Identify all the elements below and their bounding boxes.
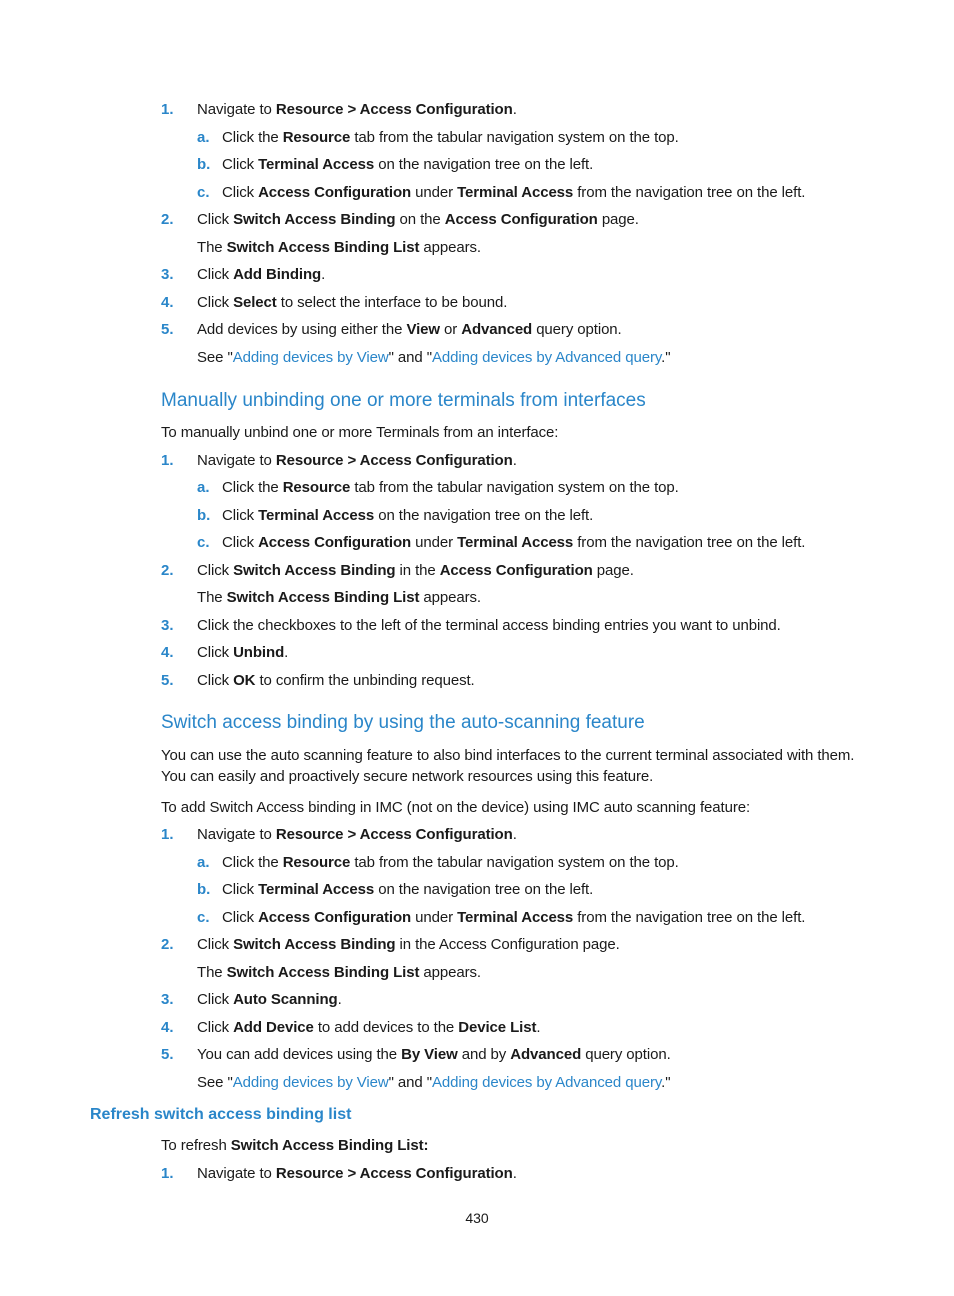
text-run: See " xyxy=(197,1074,233,1091)
step-note xyxy=(197,588,481,608)
text-run: in the Access Configuration page. xyxy=(395,936,620,953)
cross-reference-link[interactable]: Adding devices by Advanced query xyxy=(431,349,662,366)
section-heading-auto-scanning: Switch access binding by using the auto-scanning feature xyxy=(161,712,645,733)
text-run: or xyxy=(439,321,462,338)
substep-letter: b. xyxy=(197,881,211,898)
text-run: tab from the tabular navigation system on the top. xyxy=(350,479,679,496)
text-run: Click the xyxy=(222,854,283,871)
bold-term: Advanced xyxy=(510,1046,582,1063)
list-item xyxy=(0,1018,954,1038)
step-text xyxy=(197,293,507,313)
paragraph-line: You can easily and proactively secure network resources using this feature. xyxy=(161,768,654,785)
bold-term: Select xyxy=(233,294,277,311)
list-item xyxy=(0,935,954,955)
section-intro xyxy=(161,1136,428,1156)
substep-text xyxy=(222,155,593,175)
cross-reference-link[interactable]: Adding devices by Advanced query xyxy=(431,1074,662,1091)
list-item xyxy=(0,990,954,1010)
text-run: Navigate to xyxy=(197,826,276,843)
step-text xyxy=(197,935,620,955)
paragraph-line: You can use the auto scanning feature to also bind interfaces to the current terminal associated with them. xyxy=(161,747,855,764)
bold-term: Access Configuration xyxy=(439,562,593,579)
text-run: page. xyxy=(597,211,639,228)
list-item xyxy=(0,478,954,498)
step-number: 5. xyxy=(161,672,174,689)
bold-term: Resource > Access Configuration xyxy=(275,1165,513,1182)
text-run: . xyxy=(512,101,517,118)
text-run: Add devices by using either the xyxy=(197,321,407,338)
bold-term: Access Configuration xyxy=(258,534,412,551)
bold-term: Resource xyxy=(282,129,351,146)
text-run: on the navigation tree on the left. xyxy=(374,881,594,898)
text-run: Click xyxy=(197,266,234,283)
bold-term: Resource xyxy=(282,479,351,496)
paragraph: To add Switch Access binding in IMC (not on the device) using IMC auto scanning feature: xyxy=(161,799,751,816)
step-number: 1. xyxy=(161,1165,174,1182)
text-run: on the navigation tree on the left. xyxy=(374,507,594,524)
bold-term: Terminal Access xyxy=(258,156,375,173)
substep-letter: a. xyxy=(197,854,210,871)
substep-letter: b. xyxy=(197,507,211,524)
substep-letter: c. xyxy=(197,909,210,926)
step-text xyxy=(197,561,634,581)
bold-term: Switch Access Binding xyxy=(233,211,396,228)
text-run: Navigate to xyxy=(197,101,276,118)
substep-text xyxy=(222,183,805,203)
bold-term: Switch Access Binding xyxy=(233,936,396,953)
step-number: 1. xyxy=(161,101,174,118)
text-run: Click xyxy=(197,672,234,689)
text-run: . xyxy=(536,1019,541,1036)
step-number: 3. xyxy=(161,266,174,283)
bold-term: Access Configuration xyxy=(258,184,412,201)
step-note xyxy=(197,963,481,983)
text-run: Click xyxy=(197,991,234,1008)
text-run: The xyxy=(197,239,227,256)
text-run: page. xyxy=(592,562,634,579)
list-item xyxy=(0,506,954,526)
step-text xyxy=(197,671,475,691)
bold-term: Switch Access Binding List xyxy=(226,239,420,256)
cross-reference-link[interactable]: Adding devices by View xyxy=(232,1074,389,1091)
bold-term: Resource xyxy=(282,854,351,871)
step-text xyxy=(197,1164,517,1184)
bold-term: By View xyxy=(401,1046,458,1063)
substep-letter: c. xyxy=(197,534,210,551)
text-run: Navigate to xyxy=(197,1165,276,1182)
step-number: 2. xyxy=(161,562,174,579)
text-run: " and " xyxy=(388,349,432,366)
text-run: . xyxy=(512,1165,517,1182)
text-run: tab from the tabular navigation system on the top. xyxy=(350,129,679,146)
intro-text: To refresh xyxy=(161,1137,231,1154)
text-run: Click xyxy=(197,211,234,228)
text-run: Click the xyxy=(222,479,283,496)
section-intro: To manually unbind one or more Terminals from an interface: xyxy=(161,424,559,441)
step-number: 5. xyxy=(161,1046,174,1063)
list-item-note xyxy=(0,1073,954,1093)
step-number: 2. xyxy=(161,211,174,228)
text-run: appears. xyxy=(419,589,481,606)
text-run: Navigate to xyxy=(197,452,276,469)
cross-reference-link[interactable]: Adding devices by View xyxy=(232,349,389,366)
list-item xyxy=(0,320,954,340)
text-run: ." xyxy=(661,1074,671,1091)
list-item xyxy=(0,155,954,175)
step-text xyxy=(197,100,517,120)
text-run: Click xyxy=(222,507,259,524)
text-run: Click xyxy=(222,534,259,551)
substep-text xyxy=(222,478,679,498)
list-item xyxy=(0,880,954,900)
bold-term: Terminal Access xyxy=(457,184,574,201)
list-item xyxy=(0,825,954,845)
text-run: appears. xyxy=(419,239,481,256)
list-item xyxy=(0,671,954,691)
text-run: . xyxy=(512,826,517,843)
step-text xyxy=(197,990,342,1010)
bold-term: Terminal Access xyxy=(457,909,574,926)
bold-term: Terminal Access xyxy=(457,534,574,551)
text-run: ." xyxy=(661,349,671,366)
step-text xyxy=(197,451,517,471)
text-run: Click xyxy=(197,644,234,661)
text-run: to confirm the unbinding request. xyxy=(255,672,475,689)
text-run: on the navigation tree on the left. xyxy=(374,156,594,173)
substep-text xyxy=(222,533,805,553)
step-number: 1. xyxy=(161,826,174,843)
bold-term: Terminal Access xyxy=(258,881,375,898)
bold-term: Terminal Access xyxy=(258,507,375,524)
list-item xyxy=(0,293,954,313)
list-item-note xyxy=(0,588,954,608)
bold-term: Switch Access Binding List xyxy=(226,589,420,606)
text-run: under xyxy=(411,909,458,926)
step-text xyxy=(197,616,781,636)
bold-term: OK xyxy=(233,672,256,689)
section-heading-refresh: Refresh switch access binding list xyxy=(90,1106,352,1123)
text-run: under xyxy=(411,184,458,201)
list-item xyxy=(0,265,954,285)
step-number: 4. xyxy=(161,644,174,661)
text-run: Click xyxy=(197,562,234,579)
substep-text xyxy=(222,853,679,873)
list-item xyxy=(0,183,954,203)
bold-term: View xyxy=(406,321,440,338)
text-run: to select the interface to be bound. xyxy=(276,294,508,311)
bold-term: Resource > Access Configuration xyxy=(275,101,513,118)
step-note xyxy=(197,238,481,258)
list-item xyxy=(0,1164,954,1184)
text-run: Click xyxy=(222,881,259,898)
text-run: from the navigation tree on the left. xyxy=(573,909,806,926)
bold-term: Resource > Access Configuration xyxy=(275,826,513,843)
list-item xyxy=(0,853,954,873)
list-item xyxy=(0,643,954,663)
substep-text xyxy=(222,880,593,900)
bold-term: Access Configuration xyxy=(444,211,598,228)
text-run: Click xyxy=(222,156,259,173)
list-item xyxy=(0,533,954,553)
text-run: See " xyxy=(197,349,233,366)
list-item xyxy=(0,210,954,230)
substep-letter: b. xyxy=(197,156,211,173)
text-run: . xyxy=(321,266,326,283)
step-text xyxy=(197,1045,671,1065)
list-item-note xyxy=(0,348,954,368)
text-run: Click xyxy=(222,184,259,201)
text-run: in the xyxy=(395,562,440,579)
text-run: under xyxy=(411,534,458,551)
step-number: 4. xyxy=(161,294,174,311)
bold-term: Resource > Access Configuration xyxy=(275,452,513,469)
text-run: to add devices to the xyxy=(313,1019,459,1036)
list-item xyxy=(0,561,954,581)
text-run: and by xyxy=(457,1046,511,1063)
intro-bold: Switch Access Binding List: xyxy=(230,1137,429,1154)
text-run: Click xyxy=(222,909,259,926)
bold-term: Device List xyxy=(458,1019,537,1036)
step-note xyxy=(197,348,670,368)
bold-term: Advanced xyxy=(461,321,533,338)
substep-letter: a. xyxy=(197,129,210,146)
step-number: 5. xyxy=(161,321,174,338)
list-item-note xyxy=(0,238,954,258)
substep-letter: a. xyxy=(197,479,210,496)
bold-term: Auto Scanning xyxy=(233,991,338,1008)
list-item xyxy=(0,451,954,471)
step-note xyxy=(197,1073,670,1093)
text-run: query option. xyxy=(581,1046,671,1063)
step-number: 3. xyxy=(161,617,174,634)
text-run: You can add devices using the xyxy=(197,1046,402,1063)
text-run: appears. xyxy=(419,964,481,981)
section-heading-manual-unbind: Manually unbinding one or more terminals from interfaces xyxy=(161,390,646,411)
step-number: 2. xyxy=(161,936,174,953)
text-run: tab from the tabular navigation system on the top. xyxy=(350,854,679,871)
bold-term: Unbind xyxy=(233,644,285,661)
text-run: from the navigation tree on the left. xyxy=(573,534,806,551)
list-item-note xyxy=(0,963,954,983)
bold-term: Access Configuration xyxy=(258,909,412,926)
text-run: from the navigation tree on the left. xyxy=(573,184,806,201)
substep-text xyxy=(222,128,679,148)
step-number: 4. xyxy=(161,1019,174,1036)
text-run: Click xyxy=(197,936,234,953)
step-text xyxy=(197,210,639,230)
text-run: query option. xyxy=(532,321,622,338)
substep-letter: c. xyxy=(197,184,210,201)
text-run: Click xyxy=(197,1019,234,1036)
list-item xyxy=(0,616,954,636)
text-run: . xyxy=(337,991,342,1008)
list-item xyxy=(0,1045,954,1065)
bold-term: Add Binding xyxy=(233,266,322,283)
list-item xyxy=(0,908,954,928)
text-run: " and " xyxy=(388,1074,432,1091)
text-run: Click the xyxy=(222,129,283,146)
text-run: The xyxy=(197,964,227,981)
substep-text xyxy=(222,908,805,928)
step-text xyxy=(197,825,517,845)
step-number: 1. xyxy=(161,452,174,469)
bold-term: Add Device xyxy=(233,1019,314,1036)
text-run: on the xyxy=(395,211,445,228)
text-run: . xyxy=(512,452,517,469)
bold-term: Switch Access Binding List xyxy=(226,964,420,981)
step-text xyxy=(197,643,288,663)
step-number: 3. xyxy=(161,991,174,1008)
substep-text xyxy=(222,506,593,526)
list-item xyxy=(0,100,954,120)
text-run: . xyxy=(284,644,289,661)
page-number: 430 xyxy=(465,1210,489,1226)
list-item xyxy=(0,128,954,148)
text-run: Click the checkboxes to the left of the terminal access binding entries you want to unbind. xyxy=(197,617,781,634)
text-run: Click xyxy=(197,294,234,311)
text-run: The xyxy=(197,589,227,606)
step-text xyxy=(197,265,325,285)
bold-term: Switch Access Binding xyxy=(233,562,396,579)
step-text xyxy=(197,1018,540,1038)
step-text xyxy=(197,320,622,340)
